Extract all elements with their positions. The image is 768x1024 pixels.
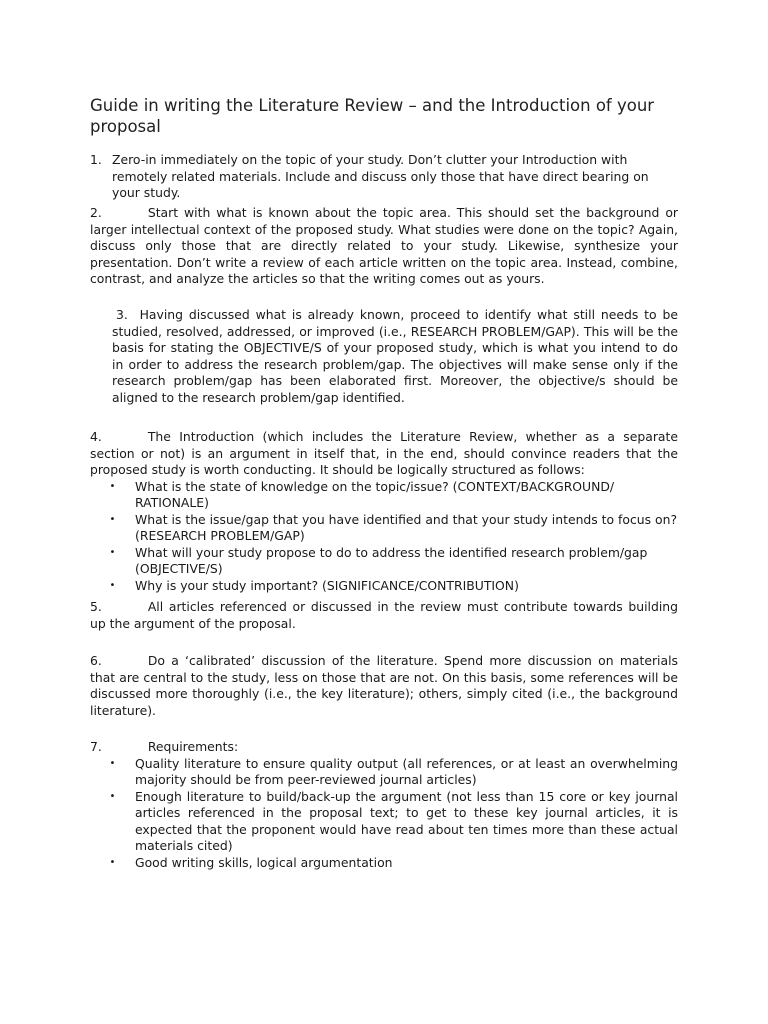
item-3-number: 3. bbox=[116, 307, 128, 322]
item-1-number: 1. bbox=[90, 152, 102, 167]
item-1-text: Zero-in immediately on the topic of your study. Don’t clutter your Introduction with remotely related materials. Include and discuss only those that have direct bearing on your study. bbox=[112, 152, 649, 200]
item-4-bullet-list bbox=[90, 479, 678, 595]
item-2-text: Start with what is known about the topic area. This should set the background or larger intellectual context of the proposed study. What studies were done on the topic? Again, discuss only those that are directly related to your study. Likewise, synthesize your presentation. Don’t write a review of each article written on the topic area. Instead, combine, contrast, and analyze the articles so that the writing comes out as yours. bbox=[90, 205, 678, 286]
item-3 bbox=[112, 307, 678, 406]
bullet-icon: • bbox=[109, 757, 116, 769]
item-2 bbox=[90, 205, 678, 288]
bullet-icon: • bbox=[109, 513, 116, 525]
bullet-icon: • bbox=[109, 790, 116, 802]
item-4 bbox=[90, 429, 678, 594]
bullet-icon: • bbox=[109, 480, 116, 492]
item-6-text: Do a ‘calibrated’ discussion of the literature. Spend more discussion on materials that are central to the study, less on those that are not. On this basis, some references will be discussed more thoroughly (i.e., the key literature); others, simply cited (i.e., the background literature). bbox=[90, 653, 678, 718]
item-6 bbox=[90, 653, 678, 719]
item-5-number: 5. bbox=[90, 599, 102, 614]
item-5 bbox=[90, 599, 678, 632]
list-item: • What will your study propose to do to address the identified research problem/gap (OBJECTIVE/S) bbox=[90, 545, 678, 578]
item-7 bbox=[90, 739, 678, 871]
item-6-number: 6. bbox=[90, 653, 102, 668]
item-3-text: Having discussed what is already known, proceed to identify what still needs to be studied, resolved, addressed, or improved (i.e., RESEARCH PROBLEM/GAP). This will be the basis for stating the OBJECTIVE/S of your proposed study, which is what you intend to do in order to address the research problem/gap. The objectives will make sense only if the research problem/gap has been elaborated first. Moreover, the objective/s should be aligned to the research problem/gap identified. bbox=[112, 307, 678, 405]
item-7-bullet-list bbox=[90, 756, 678, 872]
list-item: • What is the issue/gap that you have identified and that your study intends to focus on? (RESEARCH PROBLEM/GAP) bbox=[90, 512, 678, 545]
item-7-number: 7. bbox=[90, 739, 102, 754]
list-item: • Quality literature to ensure quality output (all references, or at least an overwhelming majority should be from peer-reviewed journal articles) bbox=[90, 756, 678, 789]
bullet-icon: • bbox=[109, 856, 116, 868]
item-1 bbox=[90, 152, 678, 202]
list-item: • Enough literature to build/back-up the argument (not less than 15 core or key journal articles referenced in the proposal text; to get to these key journal articles, it is expected that the proponent would have read about ten times more than these actual materials cited) bbox=[90, 789, 678, 855]
list-item: • What is the state of knowledge on the topic/issue? (CONTEXT/BACKGROUND/ RATIONALE) bbox=[90, 479, 678, 512]
list-item: • Why is your study important? (SIGNIFICANCE/CONTRIBUTION) bbox=[90, 578, 678, 595]
list-item: • Good writing skills, logical argumentation bbox=[90, 855, 678, 872]
item-2-number: 2. bbox=[90, 205, 102, 220]
item-5-text: All articles referenced or discussed in the review must contribute towards building up the argument of the proposal. bbox=[90, 599, 678, 631]
bullet-icon: • bbox=[109, 546, 116, 558]
item-4-text: The Introduction (which includes the Literature Review, whether as a separate section or not) is an argument in itself that, in the end, should convince readers that the proposed study is worth conducting. It should be logically structured as follows: bbox=[90, 429, 678, 477]
item-4-number: 4. bbox=[90, 429, 102, 444]
document-title: Guide in writing the Literature Review – and the Introduction of your proposal bbox=[90, 96, 655, 136]
bullet-icon: • bbox=[109, 579, 116, 591]
item-7-text: Requirements: bbox=[147, 739, 239, 754]
